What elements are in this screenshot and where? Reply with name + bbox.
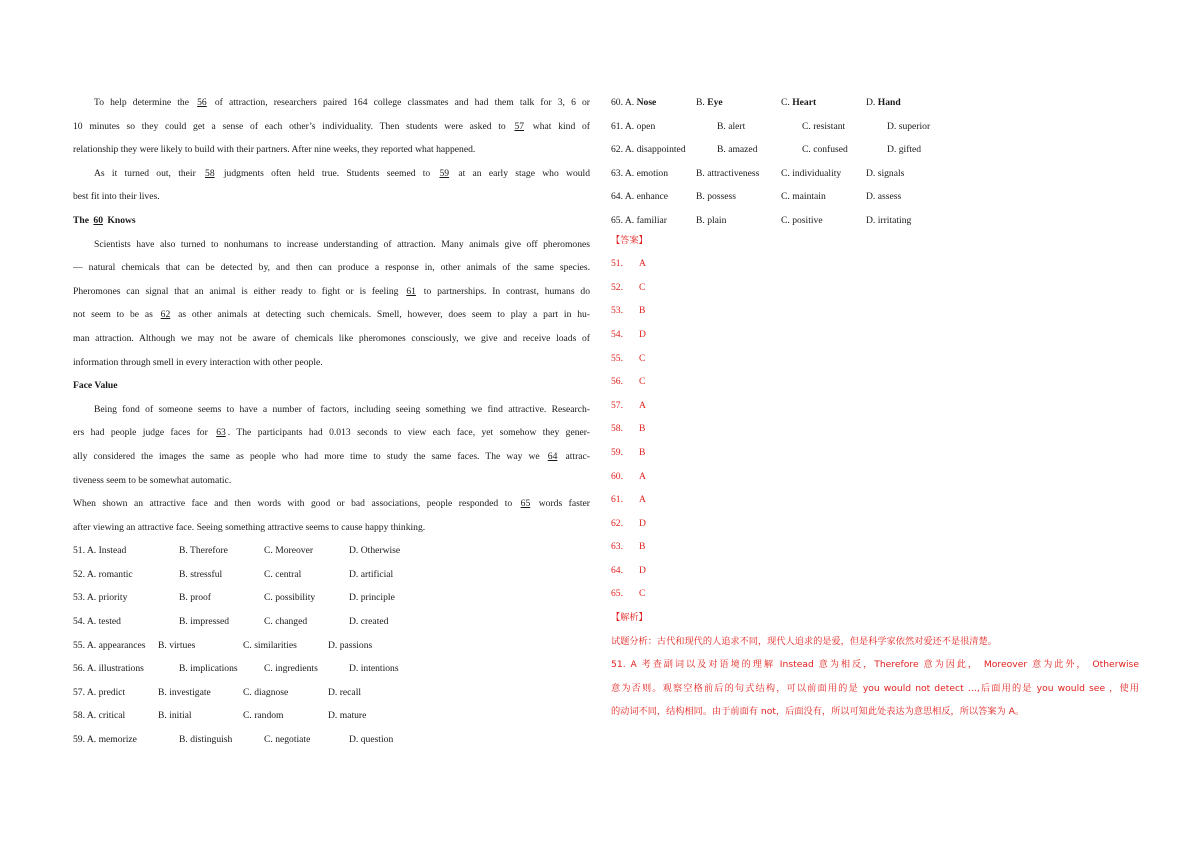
option-d: D. artificial: [349, 568, 394, 580]
option-a: 61. A. open: [611, 120, 656, 132]
answer-letter: C: [639, 376, 646, 388]
passage-column: [73, 91, 590, 752]
question-row: [73, 586, 590, 610]
question-list: [611, 115, 1139, 233]
answer-row: [611, 417, 1139, 441]
answer-number: 54.: [611, 328, 623, 340]
answer-letter: A: [639, 399, 646, 411]
option-d: D. intentions: [349, 663, 399, 675]
option-c: C. possibility: [264, 592, 316, 604]
analysis-heading: 【解析】: [611, 612, 648, 624]
option-c: C. positive: [781, 214, 823, 226]
option-b: [696, 91, 781, 115]
analysis-line: 51. A 考查副词以及对语境的理解 Instead 意为相反，Therefore 意为因此， Moreover 意为此外， Otherwise: [611, 659, 1139, 671]
answer-row: [611, 299, 1139, 323]
answer-row: [611, 370, 1139, 394]
passage-line: [73, 162, 590, 186]
text: what kind of: [526, 120, 590, 132]
text: 60. A.: [611, 97, 637, 108]
answer-row: [611, 512, 1139, 536]
text: The: [73, 214, 92, 226]
answer-row: [611, 276, 1139, 300]
text: judgments often held true. Students seemed to: [216, 167, 438, 179]
option-c: [781, 91, 866, 115]
option-c: C. random: [243, 710, 284, 722]
option-c: C. confused: [802, 144, 848, 156]
option-b: B. Therefore: [179, 545, 228, 557]
analysis-line: 的动词不同，结构相同。由于前面有 not，后面没有，所以可知此处表达为意思相反，所以答案为 A。: [611, 706, 1025, 718]
passage-line: tiveness seem to be somewhat automatic.: [73, 474, 232, 486]
answer-letter: C: [639, 352, 646, 364]
text: Knows: [105, 214, 136, 226]
passage-line: Being fond of someone seems to have a number of factors, including seeing something we find attractive. Research-: [94, 403, 590, 415]
answer-letter: B: [639, 305, 646, 317]
text: 10 minutes so they could get a sense of each other’s individuality. Then students were asked to: [73, 120, 513, 132]
option-d: D. principle: [349, 592, 395, 604]
passage-line: relationship they were likely to build with their partners. After nine weeks, they reported what happened.: [73, 144, 476, 156]
option-c: C. Moreover: [264, 545, 314, 557]
passage-line: [73, 421, 590, 445]
answer-list: [611, 252, 1139, 606]
answer-row: [611, 559, 1139, 583]
answer-letter: D: [639, 328, 646, 340]
option-a: 57. A. predict: [73, 686, 126, 698]
answer-letter: A: [639, 494, 646, 506]
question-row: [73, 539, 590, 563]
answer-number: 55.: [611, 352, 623, 364]
answer-row: [611, 488, 1139, 512]
option-c: C. diagnose: [243, 686, 289, 698]
option-d: D. passions: [328, 639, 373, 651]
answer-letter: D: [639, 564, 646, 576]
answer-row: [611, 347, 1139, 371]
question-row: [611, 115, 1139, 139]
passage-line: [73, 91, 590, 115]
text: To help determine the: [94, 97, 196, 108]
option-a: 65. A. familiar: [611, 214, 667, 226]
option-d: D. gifted: [887, 144, 922, 156]
text: Pheromones can signal that an animal is either ready to fight or is feeling: [73, 285, 405, 297]
analysis-text: [611, 630, 1139, 724]
text: as other animals at detecting such chemicals. Smell, however, does seem to play a part in hu-: [172, 309, 590, 321]
question-row: [73, 657, 590, 681]
blank-57: 57: [514, 120, 525, 132]
answer-letter: D: [639, 517, 646, 529]
option-a: 53. A. priority: [73, 592, 128, 604]
option-b: B. amazed: [717, 144, 758, 156]
option-a: 56. A. illustrations: [73, 663, 144, 675]
blank-63: 63: [216, 427, 226, 439]
answer-row: [611, 252, 1139, 276]
option-c: C. maintain: [781, 191, 826, 203]
question-row: [73, 634, 590, 658]
option-a: 59. A. memorize: [73, 734, 137, 746]
answer-number: 61.: [611, 494, 623, 506]
passage-line: man attraction. Although we may not be aware of chemicals like pheromones consciously, we give and receive loads of: [73, 332, 590, 344]
answer-letter: B: [639, 423, 646, 435]
right-column: [611, 91, 1139, 724]
analysis-line: 意为否则。观察空格前后的句式结构，可以前面用的是 you would not detect …,后面用的是 you would see ，使用: [611, 682, 1139, 694]
blank-58: 58: [205, 167, 215, 179]
section-heading: [73, 209, 590, 233]
answer-number: 63.: [611, 541, 623, 553]
option-c: C. ingredients: [264, 663, 318, 675]
passage-line: [73, 492, 590, 516]
option-d: D. recall: [328, 686, 362, 698]
text: D.: [866, 97, 878, 108]
option-a: 54. A. tested: [73, 616, 121, 628]
option-b: B. distinguish: [179, 734, 233, 746]
question-list: [73, 539, 590, 751]
answer-number: 64.: [611, 564, 623, 576]
question-row: [611, 185, 1139, 209]
option-c: C. negotiate: [264, 734, 311, 746]
answer-number: 59.: [611, 446, 623, 458]
option-d: D. irritating: [866, 214, 912, 226]
passage-line: Scientists have also turned to nonhumans to increase understanding of attraction. Many animals give off pheromones: [94, 238, 590, 250]
analysis-line: 试题分析：古代和现代的人追求不同，现代人追求的是爱，但是科学家依然对爱还不是很清楚。: [611, 635, 997, 647]
option-b: B. attractiveness: [696, 167, 760, 179]
option-b: B. investigate: [158, 686, 211, 698]
option-b: B. impressed: [179, 616, 230, 628]
blank-56: 56: [197, 97, 207, 108]
option-d: D. created: [349, 616, 389, 628]
option-a: 58. A. critical: [73, 710, 126, 722]
option-a: 64. A. enhance: [611, 191, 669, 203]
answer-number: 58.: [611, 423, 623, 435]
answer-letter: C: [639, 588, 646, 600]
answer-heading: 【答案】: [611, 234, 648, 246]
blank-60: 60: [93, 214, 103, 226]
option-a: 62. A. disappointed: [611, 144, 686, 156]
answer-row: [611, 465, 1139, 489]
option-b: B. proof: [179, 592, 211, 604]
option-b: B. implications: [179, 663, 238, 675]
answer-row: [611, 441, 1139, 465]
option-b: B. alert: [717, 120, 746, 132]
text: C.: [781, 97, 793, 108]
option-a: 52. A. romantic: [73, 568, 133, 580]
text: attrac-: [559, 450, 590, 462]
option-c: C. changed: [264, 616, 308, 628]
option-d: D. Otherwise: [349, 545, 401, 557]
text: Hand: [877, 97, 901, 108]
answer-number: 57.: [611, 399, 623, 411]
answer-number: 52.: [611, 281, 623, 293]
answer-row: [611, 535, 1139, 559]
question-row: [73, 681, 590, 705]
answer-number: 65.: [611, 588, 623, 600]
passage-line: — natural chemicals that can be detected by, and then can produce a response in, other animals of the same species.: [73, 262, 590, 274]
text: to partnerships. In contrast, humans do: [417, 285, 590, 297]
blank-59: 59: [439, 167, 450, 179]
text: ally considered the images the same as people who had more time to study the same faces. The way we: [73, 450, 546, 462]
passage-line: after viewing an attractive face. Seeing something attractive seems to cause happy thinking.: [73, 521, 426, 533]
question-row: [73, 610, 590, 634]
answer-letter: B: [639, 541, 646, 553]
passage-line: best fit into their lives.: [73, 191, 160, 203]
answer-row: [611, 323, 1139, 347]
answer-letter: A: [639, 258, 646, 270]
blank-62: 62: [160, 309, 171, 321]
option-b: B. plain: [696, 214, 727, 226]
answer-number: 62.: [611, 517, 623, 529]
text: not seem to be as: [73, 309, 159, 321]
passage-line: information through smell in every interaction with other people.: [73, 356, 323, 368]
passage-line: [73, 445, 590, 469]
text: Eye: [707, 97, 723, 108]
question-row: [611, 138, 1139, 162]
option-b: B. possess: [696, 191, 736, 203]
answer-letter: A: [639, 470, 646, 482]
option-d: D. question: [349, 734, 394, 746]
answer-letter: C: [639, 281, 646, 293]
passage-line: [73, 280, 590, 304]
text: Heart: [792, 97, 817, 108]
text: Nose: [636, 97, 657, 108]
blank-65: 65: [520, 498, 531, 510]
option-a: 63. A. emotion: [611, 167, 669, 179]
blank-61: 61: [406, 285, 416, 297]
question-row: [611, 162, 1139, 186]
option-b: B. virtues: [158, 639, 196, 651]
option-d: D. assess: [866, 191, 902, 203]
question-row: [73, 563, 590, 587]
answer-number: 51.: [611, 258, 623, 270]
passage-line: [73, 303, 590, 327]
text: words faster: [532, 498, 590, 510]
option-a: 51. A. Instead: [73, 545, 127, 557]
blank-64: 64: [547, 450, 558, 462]
text: ers had people judge faces for: [73, 427, 215, 439]
text: When shown an attractive face and then words with good or bad associations, people responded to: [73, 498, 519, 510]
text: B.: [696, 97, 708, 108]
answer-letter: B: [639, 446, 646, 458]
option-c: C. similarities: [243, 639, 297, 651]
question-row: [611, 91, 1139, 115]
question-row: [73, 704, 590, 728]
option-b: B. initial: [158, 710, 192, 722]
answer-number: 60.: [611, 470, 623, 482]
option-c: C. individuality: [781, 167, 842, 179]
answer-row: [611, 582, 1139, 606]
answer-number: 56.: [611, 376, 623, 388]
answer-row: [611, 394, 1139, 418]
text: As it turned out, their: [94, 167, 204, 179]
option-d: D. superior: [887, 120, 931, 132]
question-row: [73, 728, 590, 752]
section-heading: Face Value: [73, 380, 118, 392]
option-a: [611, 91, 696, 115]
passage-line: [73, 115, 590, 139]
option-d: D. mature: [328, 710, 367, 722]
option-c: C. central: [264, 568, 302, 580]
answer-number: 53.: [611, 305, 623, 317]
option-c: C. resistant: [802, 120, 846, 132]
option-b: B. stressful: [179, 568, 223, 580]
option-a: 55. A. appearances: [73, 639, 146, 651]
text: of attraction, researchers paired 164 college classmates and had them talk for 3, 6 or: [208, 97, 590, 108]
option-d: D. signals: [866, 167, 905, 179]
option-d: [866, 91, 901, 115]
text: . The participants had 0.013 seconds to view each face, yet somehow they gener-: [227, 427, 590, 439]
text: at an early stage who would: [451, 167, 590, 179]
